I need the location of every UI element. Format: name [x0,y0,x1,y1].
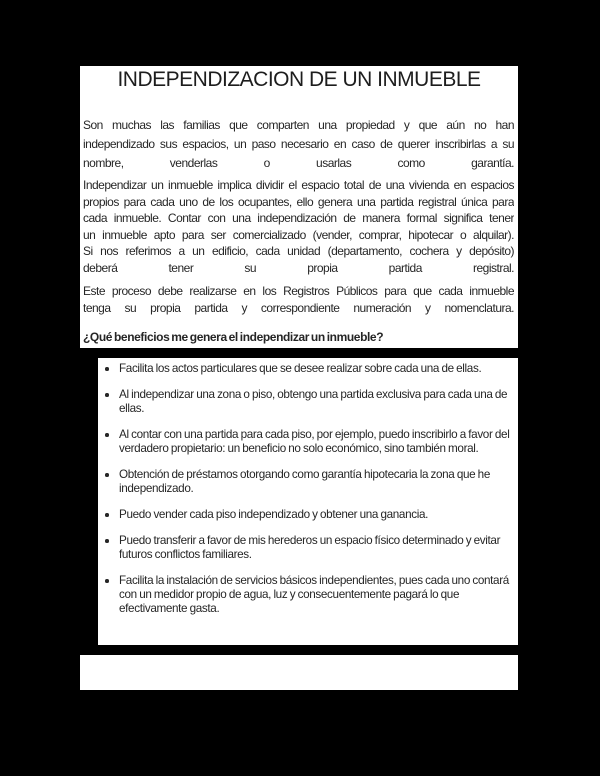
benefit-item-text: Facilita la instalación de servicios básicos independientes, pues cada uno contará con un medidor propio de agua, luz y consecuentemente pagará lo que efectivamente gasta. [119,574,509,615]
text-line: deberá tener su propia partida registral. [83,260,514,275]
benefit-item [98,468,518,496]
benefit-item-text: Al independizar una zona o piso, obtengo una partida exclusiva para cada una de ellas. [119,388,508,415]
text-line: tenga su propia partida y correspondiente numeración y nomenclatura. [83,300,514,315]
paragraph-definition [83,177,514,276]
benefit-item [98,388,518,416]
benefit-item [98,534,518,562]
document-page [80,66,518,690]
benefit-item-text: Puedo vender cada piso independizado y obtener una ganancia. [119,508,429,521]
bullet-dot-icon [104,362,119,371]
benefit-item [98,428,518,456]
text-line: cada inmueble. Contar con una independización de manera formal significa tener [83,211,514,225]
benefits-list [98,358,518,645]
paragraph-registros-publicos [83,283,514,316]
text-line: Este proceso debe realizarse en los Registros Públicos para que cada inmueble [83,284,514,298]
benefits-heading: ¿Qué beneficios me genera el independizar un inmueble? [83,330,384,344]
bullet-dot-icon [104,574,119,583]
bullet-dot-icon [104,508,119,517]
text-line: nombre, venderlas o usarlas como garantía. [83,156,514,170]
text-line: Son muchas las familias que comparten una propiedad y que aún no han [83,118,514,132]
benefit-item [98,508,518,522]
text-line: independizado sus espacios, un paso necesario en caso de querer inscribirlas a su [83,137,514,151]
bullet-dot-icon [104,428,119,437]
benefit-item-text: Facilita los actos particulares que se desee realizar sobre cada una de ellas. [119,362,482,375]
text-line: propios para cada uno de los ocupantes, ello genera una partida registral única para [83,194,514,209]
bullet-dot-icon [104,388,119,397]
bullet-dot-icon [104,534,119,543]
benefit-item [98,362,518,376]
text-line: un inmueble apto para ser comercializado (vender, comprar, hipotecar o alquilar). [83,227,514,242]
benefit-item-text: Puedo transferir a favor de mis herederos un espacio físico determinado y evitar futuros conflictos familiares. [119,534,501,561]
benefits-box [80,348,518,655]
benefit-item [98,574,518,616]
document-title: INDEPENDIZACION DE UN INMUEBLE [117,68,481,91]
text-line: Si nos referimos a un edificio, cada unidad (departamento, cochera y depósito) [83,244,514,258]
benefit-item-text: Al contar con una partida para cada piso, por ejemplo, puedo inscribirlo a favor del verdadero propietario: un beneficio no solo económico, sino también moral. [119,428,510,455]
text-line: Independizar un inmueble implica dividir el espacio total de una vivienda en espacios [83,178,514,192]
benefit-item-text: Obtención de préstamos otorgando como garantía hipotecaria la zona que he independizado. [119,468,490,495]
paragraph-intro [83,116,514,173]
bullet-dot-icon [104,468,119,477]
